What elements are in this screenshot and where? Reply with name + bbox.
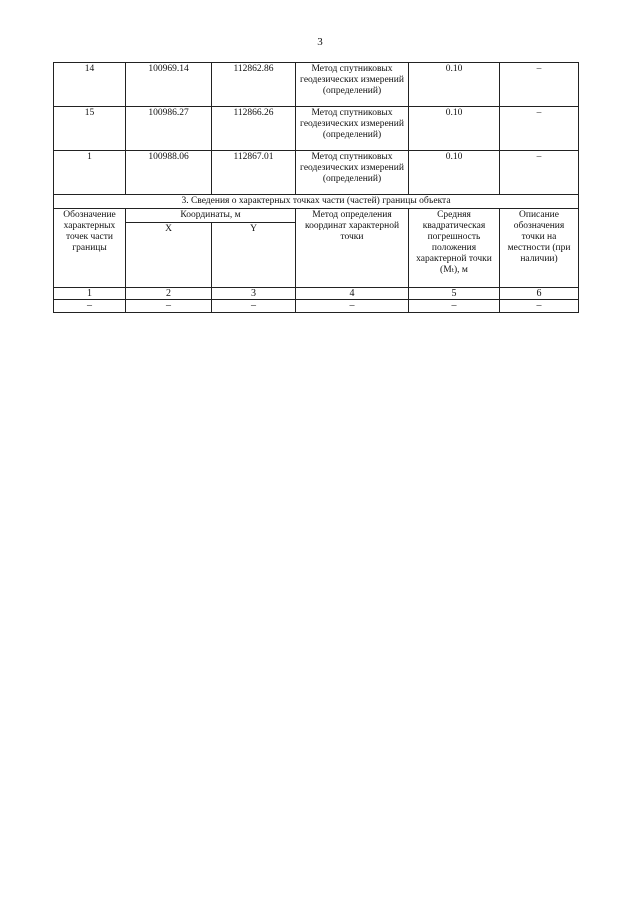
point-id: 14 <box>54 63 126 107</box>
point-id: 15 <box>54 107 126 151</box>
point-accuracy: 0.10 <box>409 107 500 151</box>
empty-cell: – <box>54 300 126 313</box>
empty-cell: – <box>409 300 500 313</box>
table-row <box>54 151 579 195</box>
point-method: Метод спутниковых геодезических измерений (определений) <box>296 63 409 107</box>
page-number: 3 <box>317 36 323 48</box>
empty-cell: – <box>126 300 212 313</box>
method-header: Метод определения координат характерной точки <box>296 208 409 287</box>
point-description: – <box>500 151 579 195</box>
point-y: 112867.01 <box>212 151 296 195</box>
y-header: Y <box>212 222 296 287</box>
column-numbers-row <box>54 287 579 300</box>
point-y: 112866.26 <box>212 107 296 151</box>
coordinates-header: Координаты, м <box>126 208 296 222</box>
column-number: 1 <box>54 287 126 300</box>
point-y: 112862.86 <box>212 63 296 107</box>
boundary-points-table <box>53 62 579 313</box>
empty-cell: – <box>212 300 296 313</box>
point-accuracy: 0.10 <box>409 63 500 107</box>
column-number: 4 <box>296 287 409 300</box>
point-x: 100986.27 <box>126 107 212 151</box>
point-id: 1 <box>54 151 126 195</box>
x-header: X <box>126 222 212 287</box>
column-number: 6 <box>500 287 579 300</box>
column-number: 5 <box>409 287 500 300</box>
point-x: 100969.14 <box>126 63 212 107</box>
point-x: 100988.06 <box>126 151 212 195</box>
designation-header: Обозначение характерных точек части границы <box>54 208 126 287</box>
point-accuracy: 0.10 <box>409 151 500 195</box>
description-header: Описание обозначения точки на местности (при наличии) <box>500 208 579 287</box>
point-method: Метод спутниковых геодезических измерений (определений) <box>296 151 409 195</box>
accuracy-header: Средняя квадратическая погрешность положения характерной точки (Mₜ), м <box>409 208 500 287</box>
point-method: Метод спутниковых геодезических измерений (определений) <box>296 107 409 151</box>
empty-cell: – <box>296 300 409 313</box>
table-row <box>54 107 579 151</box>
table-row <box>54 63 579 107</box>
empty-cell: – <box>500 300 579 313</box>
table-row <box>54 300 579 313</box>
section-title: 3. Сведения о характерных точках части (частей) границы объекта <box>54 195 579 209</box>
section-title-row <box>54 195 579 209</box>
column-number: 3 <box>212 287 296 300</box>
point-description: – <box>500 107 579 151</box>
header-row <box>54 208 579 222</box>
column-number: 2 <box>126 287 212 300</box>
point-description: – <box>500 63 579 107</box>
